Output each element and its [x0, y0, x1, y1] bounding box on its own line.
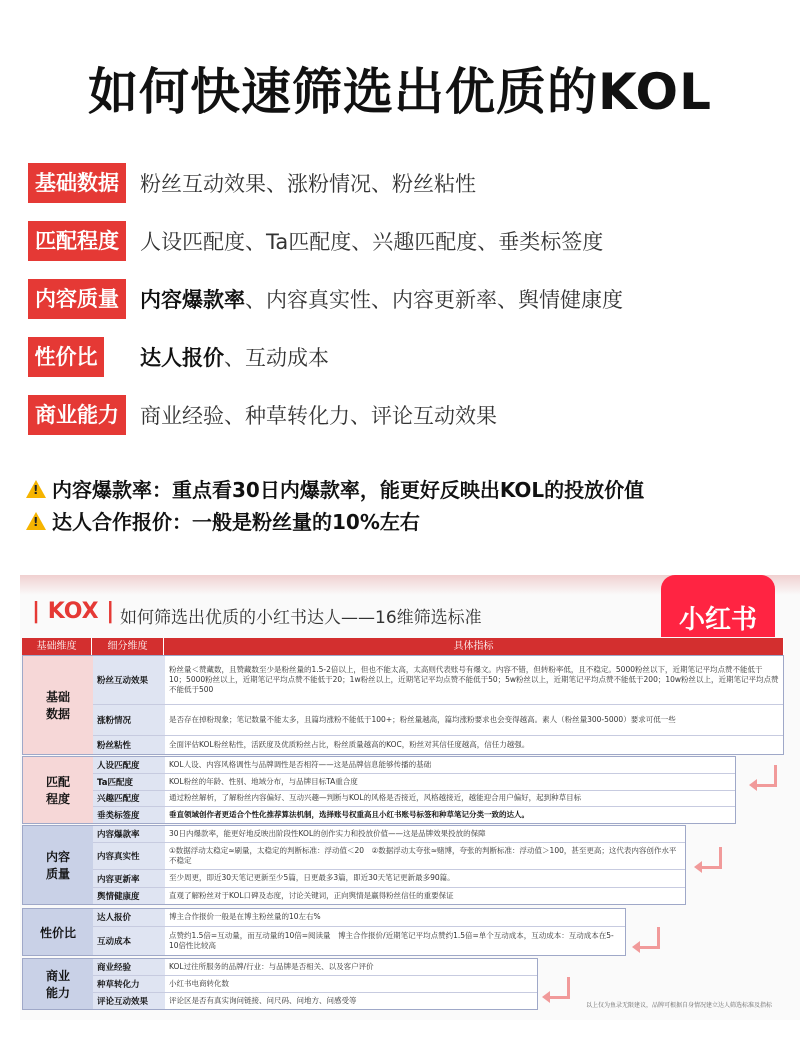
table-row — [93, 927, 625, 955]
xiaohongshu-logo: 小红书 — [661, 575, 775, 637]
row-label: 垂类标签度 — [93, 807, 165, 823]
note-text: 达人合作报价：一般是粉丝量的10%左右 — [52, 510, 420, 534]
row-text: ①数据浮动太稳定≈刷量，太稳定的判断标准：浮动值＜20 ②数据浮动太夸张≈赌博，夸张的判断标准：浮动值＞100，甚至更高；这代表内容创作水平不稳定 — [169, 846, 677, 866]
warning-icon — [26, 480, 46, 498]
category-row-business-ability — [28, 395, 497, 435]
row-label: 内容爆款率 — [93, 826, 165, 842]
table-group-business — [22, 958, 538, 1010]
header-cell: 细分维度 — [92, 638, 164, 655]
table-row — [93, 870, 685, 887]
category-row-content-quality — [28, 279, 623, 319]
row-text: KOL过往所服务的品牌/行业：与品牌是否相关、以及客户评价 — [169, 961, 374, 971]
kox-brand: | KOX | — [32, 599, 115, 624]
row-text: 粉丝量＜赞藏数，且赞藏数至少是粉丝量的1.5-2倍以上，但也不能太高，太高则代表账号有爆文。内容不错，但转粉率低，且不稳定。5000粉丝以下，近期笔记平均点赞不能低于10；5000粉丝以上，近期笔记平均点赞不能低于20；1w粉丝以上，近期笔记平均点赞不能低于50；5w粉丝以上，近期笔记平均点赞不能低于200；10w粉丝以上，近期笔记平均点赞不能低于500 — [169, 664, 779, 695]
group-name: 匹配 程度 — [23, 757, 93, 823]
row-text: KOL人设、内容风格调性与品牌调性是否相符——这是品牌信息能够传播的基础 — [169, 759, 432, 769]
standards-table — [22, 638, 784, 655]
note-text: 内容爆款率：重点看30日内爆款率，能更好反映出KOL的投放价值 — [52, 478, 645, 502]
category-tag: 性价比 — [28, 337, 104, 377]
row-label: 互动成本 — [93, 927, 165, 955]
category-desc-bold: 达人报价 — [140, 346, 224, 370]
category-tag: 商业能力 — [28, 395, 126, 435]
category-desc-rest: 、互动成本 — [224, 346, 329, 370]
row-text: 30日内爆款率，能更好地反映出阶段性KOL的创作实力和投放价值——这是品牌效果投放的保障 — [169, 829, 486, 839]
row-label: 涨粉情况 — [93, 705, 165, 735]
category-desc: 粉丝互动效果、涨粉情况、粉丝粘性 — [140, 172, 476, 196]
row-text: 通过粉丝解析，了解粉丝内容偏好、互动兴趣—判断与KOL的风格是否接近，风格越接近，越能迎合用户偏好，起到种草目标 — [169, 793, 582, 803]
return-arrow-icon — [700, 847, 722, 869]
category-desc-rest: 、内容真实性、内容更新率、舆情健康度 — [245, 288, 623, 312]
table-row — [93, 656, 783, 705]
row-text: 博主合作报价一般是在博主粉丝量的10左右% — [169, 912, 321, 922]
table-header — [22, 638, 784, 655]
group-name: 内容 质量 — [23, 826, 93, 904]
row-label: 人设匹配度 — [93, 757, 165, 773]
row-text: 是否存在掉粉现象；笔记数量不能太多，且篇均涨粉不能低于100+；粉丝量越高，篇均涨粉要求也会变得越高。素人（粉丝量300-5000）要求可低一些 — [169, 714, 676, 724]
category-desc — [140, 284, 623, 314]
table-row — [93, 959, 537, 976]
row-text: 垂直领域创作者更适合个性化推荐算法机制，选择账号权重高且小红书账号标签和种草笔记分类一致的达人。 — [169, 810, 529, 820]
footnote: 以上仅为鱼录无限建议，品牌可根据自身情况建立达人筛选标准及指标 — [586, 1002, 773, 1009]
table-row — [93, 976, 537, 993]
kol-standards-card — [20, 575, 800, 1020]
category-desc-bold: 内容爆款率 — [140, 288, 245, 312]
row-label: 粉丝互动效果 — [93, 656, 165, 704]
row-label: 内容更新率 — [93, 870, 165, 886]
page-title: 如何快速筛选出优质的KOL — [88, 63, 712, 121]
row-label: 兴趣匹配度 — [93, 791, 165, 807]
header-cell: 基础维度 — [22, 638, 92, 655]
category-tag: 内容质量 — [28, 279, 126, 319]
category-row-match-degree — [28, 221, 603, 261]
table-row — [93, 888, 685, 904]
row-label: 粉丝粘性 — [93, 736, 165, 754]
row-text: KOL粉丝的年龄、性别、地域分布，与品牌目标TA重合度 — [169, 776, 358, 786]
category-tag: 匹配程度 — [28, 221, 126, 261]
note-quote — [26, 506, 420, 535]
table-group-basic — [22, 655, 784, 755]
table-group-content — [22, 825, 686, 905]
table-row — [93, 736, 783, 754]
table-row — [93, 705, 783, 736]
row-label: 达人报价 — [93, 909, 165, 926]
category-row-basic-data — [28, 163, 476, 203]
row-label: 评论互动效果 — [93, 993, 165, 1009]
row-text: 全面评估KOL粉丝粘性，活跃度及优质粉丝占比，粉丝质量越高的KOC，粉丝对其信任度越高，信任力越强。 — [169, 739, 530, 749]
return-arrow-icon — [755, 765, 777, 787]
table-row — [93, 757, 735, 774]
table-group-match — [22, 756, 736, 824]
group-name: 商业 能力 — [23, 959, 93, 1009]
category-tag: 基础数据 — [28, 163, 126, 203]
row-text: 至少周更，即近30天笔记更新至少5篇，日更最多3篇，即近30天笔记更新最多90篇。 — [169, 873, 455, 883]
table-row — [93, 807, 735, 823]
category-row-cost-performance — [28, 337, 329, 377]
table-row — [93, 993, 537, 1009]
note-viral-rate — [26, 474, 644, 503]
table-row — [93, 774, 735, 791]
row-label: 内容真实性 — [93, 843, 165, 869]
return-arrow-icon — [638, 927, 660, 949]
row-text: 小红书电商转化数 — [169, 978, 229, 988]
row-text: 点赞约1.5倍=互动量，而互动量的10倍=阅读量 博主合作报价/近期笔记平均点赞约1.5倍=单个互动成本，互动成本：互动成本在5-10倍性比较高 — [169, 930, 614, 950]
card-subtitle: 如何筛选出优质的小红书达人——16维筛选标准 — [120, 608, 482, 628]
row-label: 种草转化力 — [93, 976, 165, 992]
row-text: 评论区是否有真实询问链接、问尺码、问地方、问感受等 — [169, 995, 357, 1005]
warning-icon — [26, 512, 46, 530]
category-desc: 人设匹配度、Ta匹配度、兴趣匹配度、垂类标签度 — [140, 230, 604, 254]
table-group-cost — [22, 908, 626, 956]
table-row — [93, 791, 735, 808]
group-name: 基础 数据 — [23, 656, 93, 754]
category-desc: 商业经验、种草转化力、评论互动效果 — [140, 404, 497, 428]
table-row — [93, 909, 625, 927]
table-row — [93, 826, 685, 843]
return-arrow-icon — [548, 977, 570, 999]
row-label: Ta匹配度 — [93, 774, 165, 790]
row-text: 直观了解粉丝对于KOL口碑及态度，讨论关键词，正向舆情是赢得粉丝信任的重要保证 — [169, 890, 454, 900]
row-label: 商业经验 — [93, 959, 165, 975]
table-row — [93, 843, 685, 870]
category-desc — [140, 342, 329, 372]
header-cell: 具体指标 — [164, 638, 784, 655]
group-name: 性价比 — [23, 909, 93, 955]
row-label: 舆情健康度 — [93, 888, 165, 904]
